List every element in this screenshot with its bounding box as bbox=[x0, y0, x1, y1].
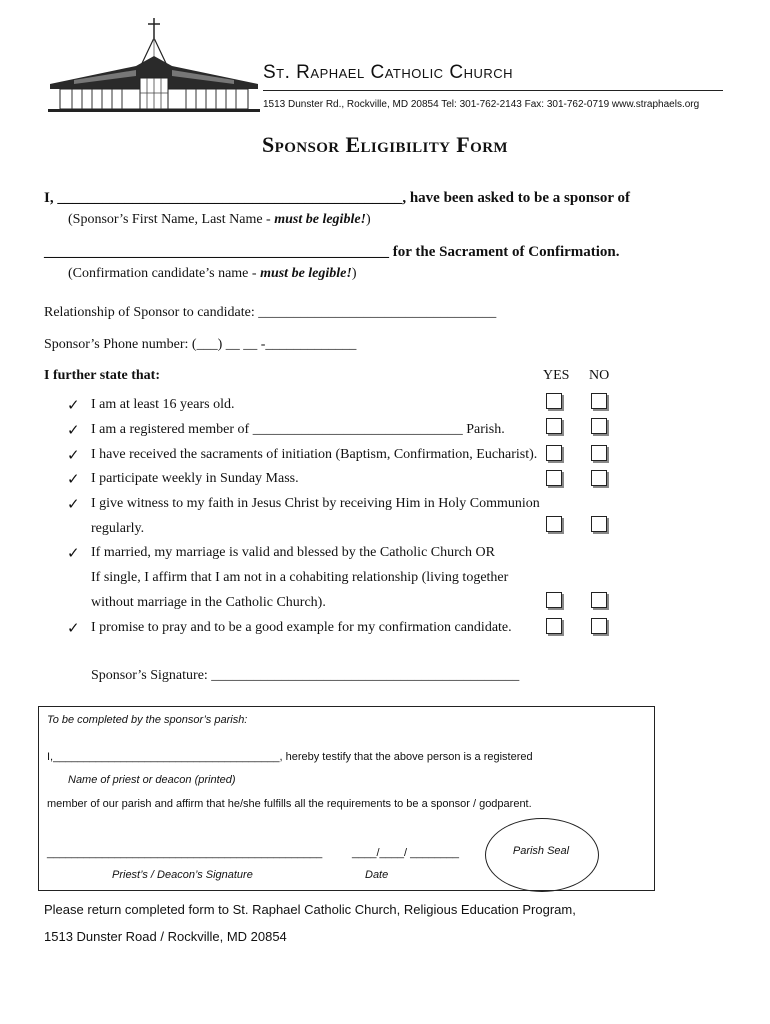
statement-communion-cont: regularly. bbox=[91, 521, 145, 536]
further-state-heading: I further state that: bbox=[44, 368, 160, 383]
statement-age: I am at least 16 years old. bbox=[91, 397, 235, 412]
sponsor-signature-field[interactable]: Sponsor’s Signature: ____________________________________________ bbox=[91, 668, 520, 683]
sponsor-name-note bbox=[68, 212, 371, 228]
sponsor-name-note-text: (Sponsor’s First Name, Last Name - bbox=[68, 212, 275, 227]
check-mark-icon: ✓ bbox=[67, 396, 80, 414]
statement-sacraments: I have received the sacraments of initiation (Baptism, Confirmation, Eucharist). bbox=[91, 447, 538, 462]
candidate-name-blank[interactable]: ______________________________________________ bbox=[44, 244, 389, 260]
mass-no-checkbox[interactable] bbox=[591, 470, 607, 486]
statement-registered-member: I am a registered member of ______________________________ Parish. bbox=[91, 422, 505, 437]
check-mark-icon: ✓ bbox=[67, 421, 80, 439]
check-mark-icon: ✓ bbox=[67, 470, 80, 488]
form-title: Sponsor Eligibility Form bbox=[262, 132, 508, 157]
candidate-name-note bbox=[68, 266, 357, 282]
check-mark-icon: ✓ bbox=[67, 446, 80, 464]
phone-field[interactable]: Sponsor’s Phone number: (___) __ __ -_____________ bbox=[44, 337, 357, 352]
yes-column-header: YES bbox=[543, 368, 570, 383]
sponsor-name-note-emphasis: must be legible! bbox=[274, 212, 366, 227]
registered-no-checkbox[interactable] bbox=[591, 418, 607, 434]
statement-marriage-cont2: without marriage in the Catholic Church). bbox=[91, 595, 326, 610]
priest-signature-field[interactable]: _____________________________________________ bbox=[47, 847, 323, 859]
statement-marriage: If married, my marriage is valid and blessed by the Catholic Church OR bbox=[91, 545, 495, 560]
communion-yes-checkbox[interactable] bbox=[546, 516, 562, 532]
date-caption: Date bbox=[365, 869, 389, 881]
check-mark-icon: ✓ bbox=[67, 619, 80, 637]
candidate-name-note-text: (Confirmation candidate’s name - bbox=[68, 266, 261, 281]
sponsor-name-suffix: , have been asked to be a sponsor of bbox=[402, 190, 631, 206]
sponsor-name-line bbox=[44, 190, 630, 207]
priest-signature-caption: Priest’s / Deacon’s Signature bbox=[112, 869, 253, 881]
check-mark-icon: ✓ bbox=[67, 495, 80, 513]
parish-seal-label: Parish Seal bbox=[512, 845, 570, 857]
sponsor-name-prefix: I, bbox=[44, 190, 58, 206]
sacraments-no-checkbox[interactable] bbox=[591, 445, 607, 461]
registered-yes-checkbox[interactable] bbox=[546, 418, 562, 434]
priest-name-caption: Name of priest or deacon (printed) bbox=[68, 774, 236, 786]
no-column-header: NO bbox=[589, 368, 610, 383]
age-no-checkbox[interactable] bbox=[591, 393, 607, 409]
communion-no-checkbox[interactable] bbox=[591, 516, 607, 532]
parish-section-heading: To be completed by the sponsor’s parish: bbox=[47, 714, 248, 726]
pray-no-checkbox[interactable] bbox=[591, 618, 607, 634]
age-yes-checkbox[interactable] bbox=[546, 393, 562, 409]
church-name: St. Raphael Catholic Church bbox=[263, 62, 514, 83]
candidate-name-line bbox=[44, 244, 620, 261]
check-mark-icon: ✓ bbox=[67, 544, 80, 562]
sponsor-name-note-close: ) bbox=[366, 212, 371, 227]
marriage-no-checkbox[interactable] bbox=[591, 592, 607, 608]
parish-affirmation-text: member of our parish and affirm that he/she fulfills all the requirements to be a sponsor / godparent. bbox=[47, 798, 532, 810]
header-divider bbox=[263, 90, 723, 91]
church-logo bbox=[44, 16, 264, 116]
sponsor-name-blank[interactable]: ______________________________________________ bbox=[57, 190, 403, 206]
statement-weekly-mass: I participate weekly in Sunday Mass. bbox=[91, 471, 299, 486]
return-instructions: Please return completed form to St. Raphael Catholic Church, Religious Education Program, bbox=[44, 902, 576, 917]
marriage-yes-checkbox[interactable] bbox=[546, 592, 562, 608]
pray-yes-checkbox[interactable] bbox=[546, 618, 562, 634]
priest-name-field[interactable]: I,_____________________________________, hereby testify that the above person is a registered bbox=[47, 751, 533, 763]
mass-yes-checkbox[interactable] bbox=[546, 470, 562, 486]
return-address: 1513 Dunster Road / Rockville, MD 20854 bbox=[44, 929, 287, 944]
church-address: 1513 Dunster Rd., Rockville, MD 20854 Tel: 301-762-2143 Fax: 301-762-0719 www.straphaels.org bbox=[263, 99, 700, 110]
candidate-name-note-emphasis: must be legible! bbox=[260, 266, 352, 281]
relationship-field[interactable]: Relationship of Sponsor to candidate: __________________________________ bbox=[44, 305, 497, 320]
sacraments-yes-checkbox[interactable] bbox=[546, 445, 562, 461]
date-field[interactable]: ____/____/ ________ bbox=[352, 847, 460, 859]
statement-pray: I promise to pray and to be a good example for my confirmation candidate. bbox=[91, 620, 512, 635]
candidate-name-note-close: ) bbox=[351, 266, 357, 281]
candidate-name-suffix: for the Sacrament of Confirmation. bbox=[389, 244, 620, 260]
statement-marriage-cont1: If single, I affirm that I am not in a cohabiting relationship (living together bbox=[91, 570, 509, 585]
statement-communion: I give witness to my faith in Jesus Christ by receiving Him in Holy Communion bbox=[91, 496, 540, 511]
